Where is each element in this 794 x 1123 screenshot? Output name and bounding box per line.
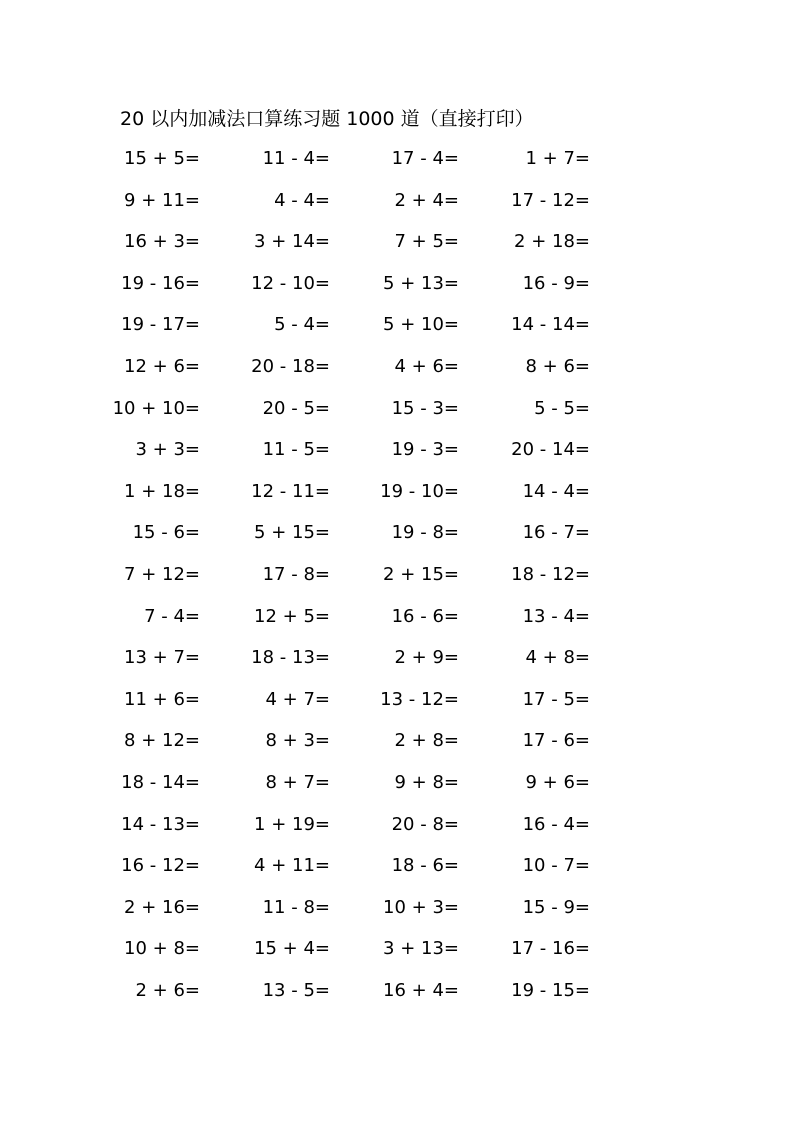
problem-item: 11 - 5= xyxy=(262,439,330,461)
problem-item: 15 - 9= xyxy=(522,896,590,918)
problem-item: 5 - 4= xyxy=(274,314,330,336)
problem-item: 12 + 6= xyxy=(124,356,200,377)
problem-item: 16 + 3= xyxy=(124,231,200,253)
page-title: 20 以内加减法口算练习题 1000 道（直接打印） xyxy=(120,108,534,130)
problem-item: 4 + 8= xyxy=(525,647,590,669)
problem-item: 4 + 11= xyxy=(254,855,330,877)
problem-item: 15 + 4= xyxy=(254,938,330,960)
problem-item: 15 + 5= xyxy=(124,148,200,169)
problem-item: 11 + 6= xyxy=(124,688,200,710)
problem-item: 7 + 5= xyxy=(394,231,459,253)
problem-item: 17 - 6= xyxy=(522,730,590,752)
problem-item: 14 - 13= xyxy=(121,813,200,835)
problem-item: 19 - 15= xyxy=(511,980,590,1001)
problem-item: 17 - 8= xyxy=(262,564,330,585)
problem-item: 14 - 14= xyxy=(511,314,590,336)
problem-item: 3 + 14= xyxy=(254,231,330,253)
problem-item: 2 + 16= xyxy=(124,896,200,918)
problem-item: 20 - 18= xyxy=(251,356,330,377)
problem-item: 18 - 6= xyxy=(391,855,459,877)
problem-item: 4 + 7= xyxy=(265,688,330,710)
problem-item: 2 + 15= xyxy=(383,564,459,585)
problem-item: 9 + 11= xyxy=(124,189,200,211)
problem-item: 1 + 7= xyxy=(525,148,590,169)
problem-item: 9 + 8= xyxy=(394,772,459,793)
problem-item: 16 - 12= xyxy=(121,855,200,877)
problem-item: 12 + 5= xyxy=(254,605,330,627)
problem-item: 13 - 4= xyxy=(522,605,590,627)
problem-item: 11 - 8= xyxy=(262,896,330,918)
problem-item: 20 - 8= xyxy=(391,813,459,835)
problem-item: 18 - 12= xyxy=(511,564,590,585)
problem-item: 8 + 6= xyxy=(525,356,590,377)
problem-item: 17 - 12= xyxy=(511,189,590,211)
problem-item: 18 - 14= xyxy=(121,772,200,793)
problem-item: 2 + 4= xyxy=(394,189,459,211)
problem-item: 5 + 10= xyxy=(383,314,459,336)
problem-item: 8 + 7= xyxy=(265,772,330,793)
problem-item: 9 + 6= xyxy=(525,772,590,793)
problem-item: 16 + 4= xyxy=(383,980,459,1001)
problem-item: 11 - 4= xyxy=(262,148,330,169)
problem-item: 2 + 9= xyxy=(394,647,459,669)
problem-item: 4 + 6= xyxy=(394,356,459,377)
problem-item: 2 + 8= xyxy=(394,730,459,752)
problem-item: 1 + 19= xyxy=(254,813,330,835)
problem-item: 19 - 16= xyxy=(121,272,200,294)
problem-item: 10 - 7= xyxy=(522,855,590,877)
problem-item: 17 - 5= xyxy=(522,688,590,710)
problem-item: 4 - 4= xyxy=(274,189,330,211)
problem-item: 10 + 3= xyxy=(383,896,459,918)
problem-item: 3 + 13= xyxy=(383,938,459,960)
problem-item: 16 - 9= xyxy=(522,272,590,294)
problem-item: 19 - 17= xyxy=(121,314,200,336)
problem-item: 2 + 6= xyxy=(135,980,200,1001)
problem-item: 7 + 12= xyxy=(124,564,200,585)
problem-item: 19 - 8= xyxy=(391,522,459,544)
problem-item: 17 - 16= xyxy=(511,938,590,960)
problem-item: 13 + 7= xyxy=(124,647,200,669)
problem-item: 15 - 3= xyxy=(391,397,459,419)
problem-item: 14 - 4= xyxy=(522,480,590,502)
problem-item: 13 - 12= xyxy=(380,688,459,710)
problem-item: 17 - 4= xyxy=(391,148,459,169)
problem-item: 5 + 13= xyxy=(383,272,459,294)
problem-item: 7 - 4= xyxy=(144,605,200,627)
problem-item: 5 + 15= xyxy=(254,522,330,544)
problem-item: 18 - 13= xyxy=(251,647,330,669)
problem-item: 13 - 5= xyxy=(262,980,330,1001)
problem-item: 8 + 12= xyxy=(124,730,200,752)
problem-item: 5 - 5= xyxy=(534,397,590,419)
problem-item: 12 - 10= xyxy=(251,272,330,294)
problem-item: 19 - 3= xyxy=(391,439,459,461)
problem-item: 20 - 5= xyxy=(262,397,330,419)
problem-item: 10 + 8= xyxy=(124,938,200,960)
problem-item: 8 + 3= xyxy=(265,730,330,752)
problem-item: 16 - 4= xyxy=(522,813,590,835)
problem-item: 3 + 3= xyxy=(135,439,200,461)
problem-item: 1 + 18= xyxy=(124,480,200,502)
problem-item: 12 - 11= xyxy=(251,480,330,502)
problem-item: 16 - 7= xyxy=(522,522,590,544)
problem-item: 10 + 10= xyxy=(112,397,200,419)
problem-item: 20 - 14= xyxy=(511,439,590,461)
problem-item: 19 - 10= xyxy=(380,480,459,502)
problem-item: 15 - 6= xyxy=(132,522,200,544)
problem-item: 16 - 6= xyxy=(391,605,459,627)
problem-item: 2 + 18= xyxy=(514,231,590,253)
